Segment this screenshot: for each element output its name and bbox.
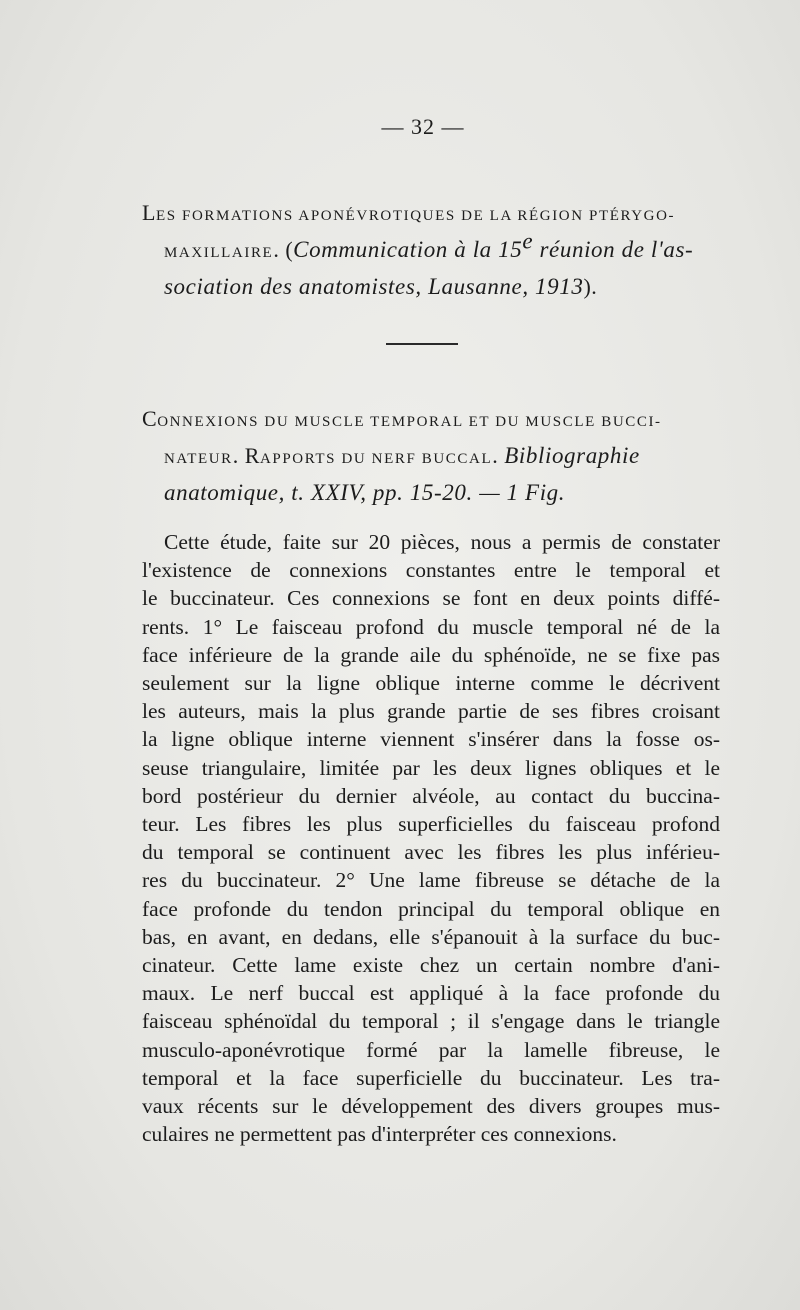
title-fragment: C — [142, 406, 158, 431]
entry-title-line — [142, 196, 718, 233]
paragraph-line: l'existence de connexions constantes entre le temporal et — [142, 558, 720, 583]
title-fragment: sociation des anatomistes, Lausanne, 1913 — [164, 274, 584, 299]
title-fragment: anatomique, t. XXIV, pp. 15-20. — 1 Fig. — [164, 480, 566, 505]
bibliography-entry-2 — [142, 402, 718, 510]
paragraph-line: faisceau sphénoïdal du temporal ; il s'engage dans le triangle — [142, 1009, 720, 1034]
paragraph-line: maux. Le nerf buccal est appliqué à la face profonde du — [142, 981, 720, 1006]
paragraph-line: face inférieure de la grande aile du sphénoïde, ne se fixe pas — [142, 642, 720, 667]
title-fragment: MAXILLAIRE — [164, 245, 274, 261]
paragraph-line: du temporal se continuent avec les fibres les plus inférieu- — [142, 840, 720, 865]
paragraph-line: culaires ne permettent pas d'interpréter ces connexions. — [142, 1122, 617, 1147]
paragraph-line: cinateur. Cette lame existe chez un certain nombre d'ani- — [142, 953, 720, 978]
paragraph-line: seuse triangulaire, limitée par les deux lignes obliques et le — [142, 755, 720, 780]
title-fragment: APPORTS DU NERF BUCCAL — [259, 451, 493, 467]
paragraph-line: res du buccinateur. 2° Une lame fibreuse se détache de la — [142, 868, 720, 893]
title-fragment: L — [142, 200, 156, 225]
title-fragment: ONNEXIONS DU MUSCLE TEMPORAL ET DU MUSCLE BUCCI- — [157, 414, 662, 430]
title-fragment: Bibliographie — [504, 443, 640, 468]
title-fragment: réunion de l'as- — [533, 237, 694, 262]
entry-title-line — [142, 228, 718, 270]
entry-title-line — [142, 439, 718, 476]
title-fragment: . — [492, 443, 505, 468]
bibliography-entry-1 — [142, 196, 718, 304]
abstract-paragraph — [142, 528, 720, 1148]
paragraph-line: rents. 1° Le faisceau profond du muscle temporal né de la — [142, 614, 720, 639]
paragraph-line: les auteurs, mais la plus grande partie de ses fibres croisant — [142, 699, 720, 724]
section-divider — [386, 343, 458, 345]
paragraph-line: face profonde du tendon principal du temporal oblique en — [142, 896, 720, 921]
title-fragment: NATEUR — [164, 451, 233, 467]
title-fragment: ). — [583, 274, 598, 299]
title-fragment: Communication à la 15 — [293, 237, 523, 262]
paragraph-line: musculo-aponévrotique formé par la lamelle fibreuse, le — [142, 1037, 720, 1062]
page-number: — 32 — — [381, 114, 465, 139]
paragraph-line: temporal et la face superficielle du buccinateur. Les tra- — [142, 1065, 720, 1090]
paragraph-line: bord postérieur du dernier alvéole, au contact du buccina- — [142, 783, 720, 808]
paragraph-line: teur. Les fibres les plus superficielles du faisceau profond — [142, 812, 720, 837]
entry-title-line — [142, 270, 718, 304]
paragraph-line: la ligne oblique interne viennent s'insérer dans la fosse os- — [142, 727, 720, 752]
paragraph-line: bas, en avant, en dedans, elle s'épanouit à la surface du buc- — [142, 924, 720, 949]
paragraph-line: le buccinateur. Ces connexions se font en deux points diffé- — [142, 586, 720, 611]
entry-title-line — [142, 402, 718, 439]
paragraph-line: seulement sur la ligne oblique interne comme le décrivent — [142, 671, 720, 696]
title-fragment: . ( — [273, 237, 294, 262]
title-fragment: ES FORMATIONS APONÉVROTIQUES DE LA RÉGION PTÉRYGO- — [155, 208, 676, 224]
paragraph-line: Cette étude, faite sur 20 pièces, nous a permis de constater — [164, 530, 720, 554]
title-fragment: . R — [232, 443, 260, 468]
paragraph-line: vaux récents sur le développement des divers groupes mus- — [142, 1094, 720, 1119]
title-fragment: e — [522, 228, 534, 254]
entry-title-line — [142, 476, 718, 510]
